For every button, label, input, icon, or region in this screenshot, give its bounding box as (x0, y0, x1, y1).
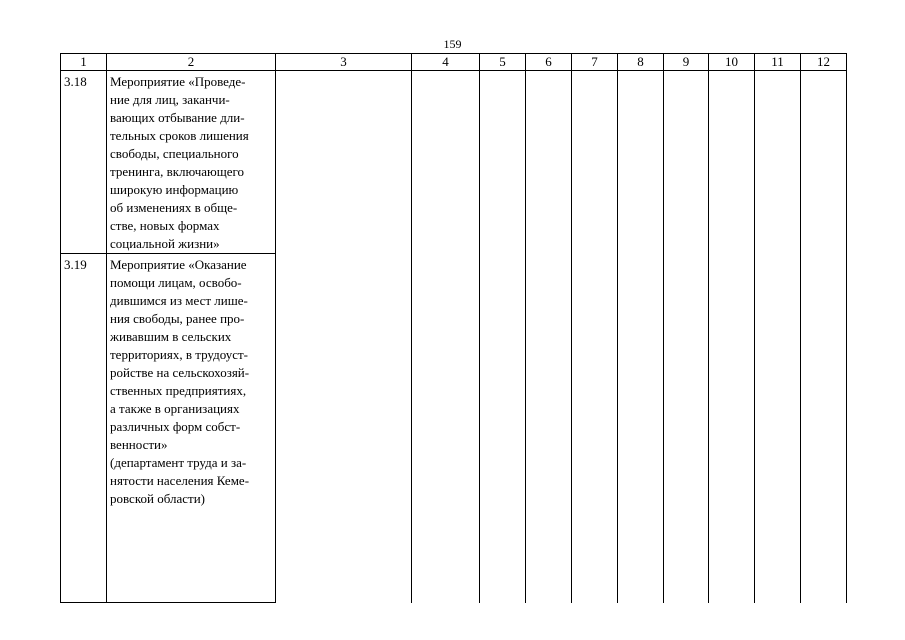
column-header-5: 5 (480, 54, 526, 71)
column-header-4: 4 (412, 54, 480, 71)
row-number: 3.18 (61, 71, 107, 254)
column-header-6: 6 (526, 54, 572, 71)
empty-cell (618, 71, 664, 254)
empty-cell (801, 254, 847, 603)
column-header-8: 8 (618, 54, 664, 71)
column-header-3: 3 (276, 54, 412, 71)
empty-cell (412, 254, 480, 603)
column-header-1: 1 (61, 54, 107, 71)
empty-cell (664, 71, 709, 254)
empty-cell (572, 71, 618, 254)
column-header-7: 7 (572, 54, 618, 71)
empty-cell (526, 71, 572, 254)
empty-cell (709, 71, 755, 254)
column-header-11: 11 (755, 54, 801, 71)
column-header-10: 10 (709, 54, 755, 71)
row-number: 3.19 (61, 254, 107, 603)
empty-cell (480, 254, 526, 603)
empty-cell (480, 71, 526, 254)
measure-description: Мероприятие «Проведе- ние для лиц, заканчи- вающих отбывание дли- тельных сроков лишения свободы, специального тренинга, включающего широкую информацию об изменениях в обще- стве, новых формах социальной жизни» (107, 71, 276, 254)
empty-cell (526, 254, 572, 603)
table-row (61, 254, 847, 603)
measures-table (60, 53, 847, 603)
measure-description: Мероприятие «Оказание помощи лицам, освобо- дившимся из мест лише- ния свободы, ранее про- живавшим в сельских территориях, в трудоуст- ройстве на сельскохозяй- ственных предприятиях, а также в организациях различных форм собст- венности» (департамент труда и за- нятости населения Кеме- ровской области) (107, 254, 276, 603)
column-header-12: 12 (801, 54, 847, 71)
empty-cell (412, 71, 480, 254)
empty-cell (801, 71, 847, 254)
empty-cell (755, 254, 801, 603)
empty-cell (664, 254, 709, 603)
table-row (61, 71, 847, 254)
column-header-9: 9 (664, 54, 709, 71)
empty-cell (572, 254, 618, 603)
empty-cell (618, 254, 664, 603)
page-number: 159 (443, 37, 462, 51)
empty-cell (276, 71, 412, 254)
empty-cell (709, 254, 755, 603)
header-row (61, 54, 847, 71)
empty-cell (276, 254, 412, 603)
column-header-2: 2 (107, 54, 276, 71)
empty-cell (755, 71, 801, 254)
